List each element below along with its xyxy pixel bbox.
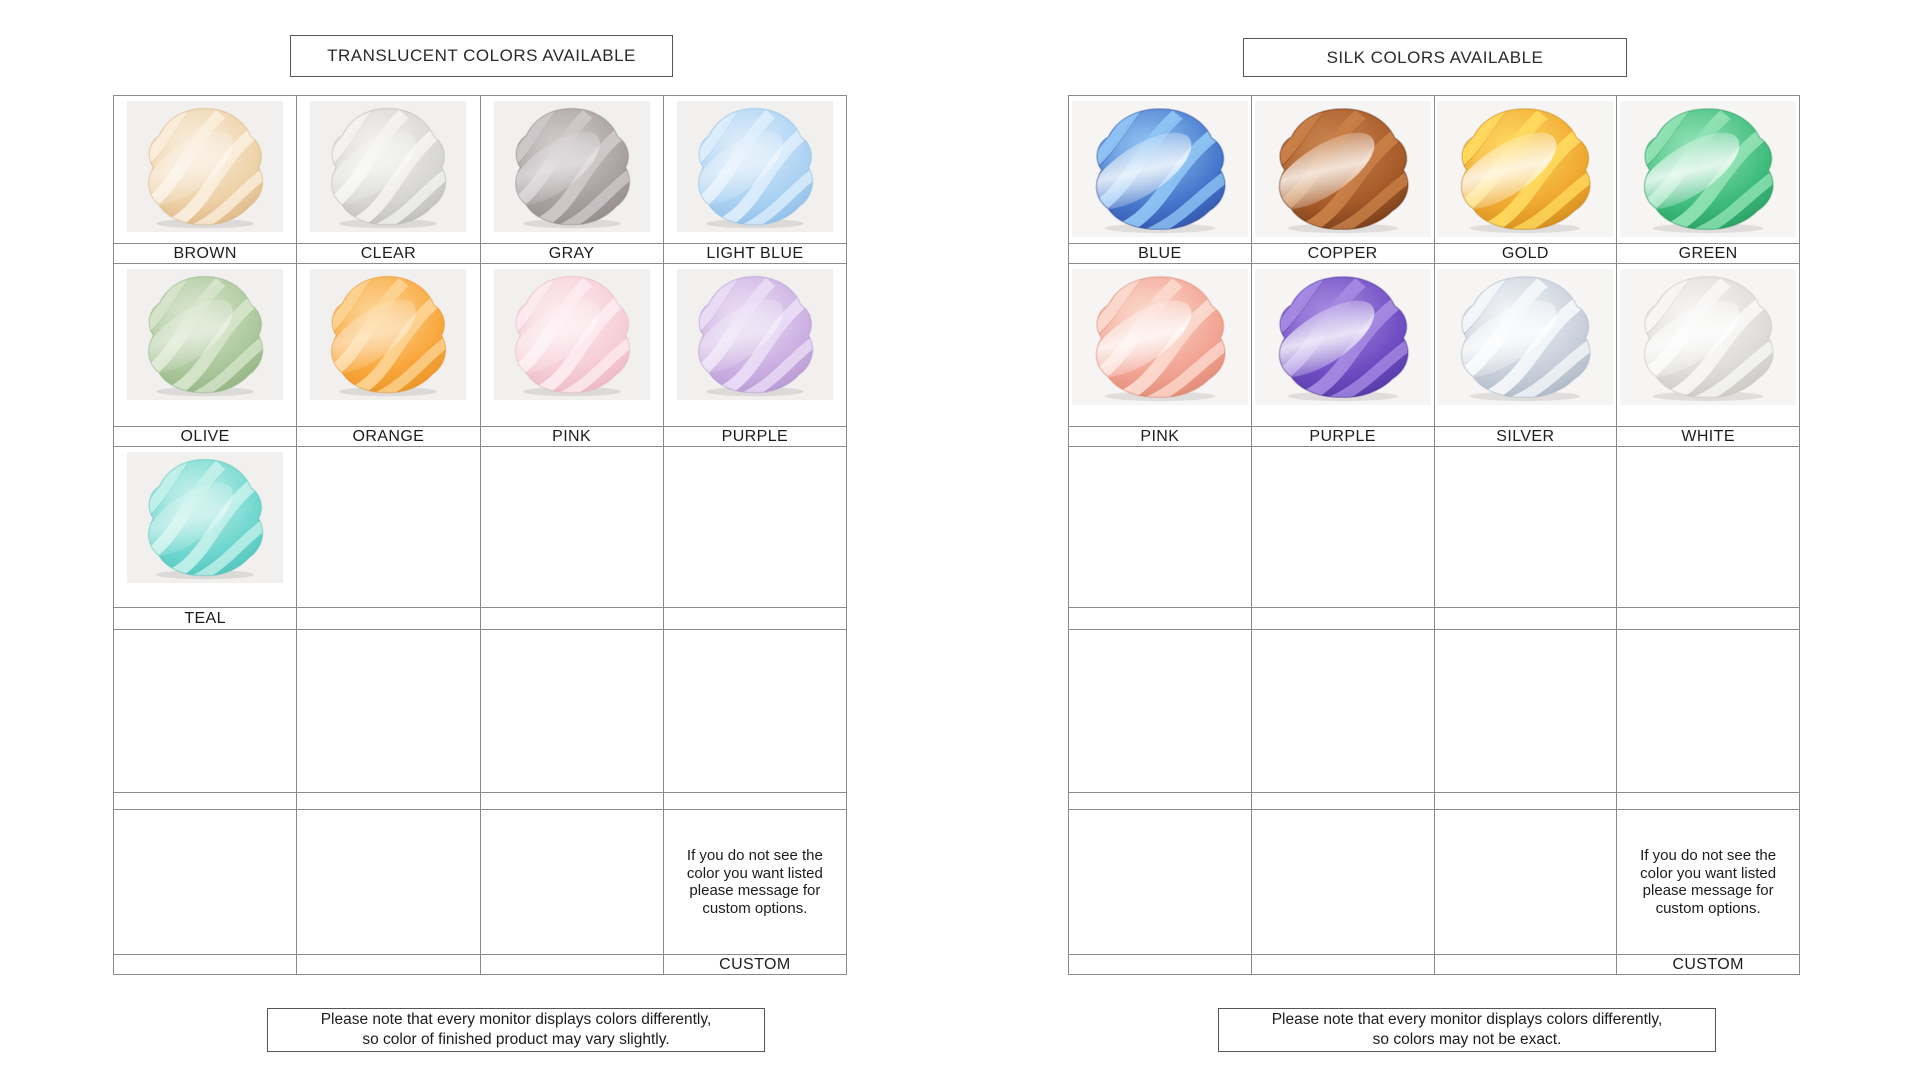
swatch-label-white: WHITE	[1616, 427, 1799, 446]
silk-footer-note	[1218, 1008, 1716, 1052]
swatch-label-teal: TEAL	[184, 609, 226, 627]
empty-label-cell	[1434, 793, 1617, 809]
swatch-cell-green	[1616, 96, 1799, 243]
empty-cell	[1434, 810, 1617, 954]
vase-image-silk-silver	[1437, 269, 1613, 405]
grid-label-row	[1069, 792, 1799, 809]
vase-image-silk-purple	[1255, 269, 1431, 405]
vase-image-silk-copper	[1255, 101, 1431, 237]
empty-cell	[1251, 810, 1434, 954]
empty-cell	[1434, 447, 1617, 607]
grid-image-row	[1069, 96, 1799, 243]
vase-image-silk-gold	[1437, 101, 1613, 237]
swatch-label-olive: OLIVE	[180, 427, 230, 445]
empty-label-cell	[1069, 793, 1251, 809]
empty-label-cell	[1069, 955, 1251, 974]
swatch-label-light-blue: LIGHT BLUE	[663, 244, 846, 263]
grid-image-row	[1069, 629, 1799, 792]
grid-image-row	[1069, 263, 1799, 426]
translucent-title: TRANSLUCENT COLORS AVAILABLE	[290, 35, 673, 77]
empty-label-cell	[1069, 608, 1251, 629]
swatch-label-pink: PINK	[480, 427, 663, 446]
swatch-cell-pink	[1069, 264, 1251, 426]
swatch-label-clear: CLEAR	[296, 244, 479, 263]
swatch-cell-gold	[1434, 96, 1617, 243]
footer-note-line1: Please note that every monitor displays colors differently,	[320, 1011, 712, 1028]
swatch-cell-copper	[1251, 96, 1434, 243]
swatch-label-pink: PINK	[1140, 427, 1180, 445]
empty-label-cell	[1434, 955, 1617, 974]
silk-title: SILK COLORS AVAILABLE	[1243, 38, 1627, 77]
empty-label-cell	[1251, 608, 1434, 629]
swatch-cell-silver	[1434, 264, 1617, 426]
vase-image-silk-pink	[1072, 269, 1248, 405]
empty-label-cell	[1251, 955, 1434, 974]
vase-image-silk-green	[1620, 101, 1796, 237]
empty-cell	[1069, 447, 1251, 607]
vase-image-silk-blue	[1072, 101, 1248, 237]
custom-label: CUSTOM	[663, 955, 846, 974]
swatch-label-gray: GRAY	[480, 244, 663, 263]
empty-cell	[1434, 630, 1617, 792]
swatch-cell-blue	[1069, 96, 1251, 243]
swatch-label-green: GREEN	[1616, 244, 1799, 263]
empty-label-cell	[1616, 793, 1799, 809]
grid-image-row	[1069, 446, 1799, 607]
swatch-label-silver: SILVER	[1434, 427, 1617, 446]
swatch-label-gold: GOLD	[1434, 244, 1617, 263]
swatch-cell-purple	[1251, 264, 1434, 426]
footer-note-line2: so colors may not be exact.	[1372, 1031, 1562, 1048]
empty-cell	[1251, 447, 1434, 607]
custom-label: CUSTOM	[1616, 955, 1799, 974]
silk-color-grid	[1068, 95, 1800, 975]
empty-cell	[1251, 630, 1434, 792]
swatch-cell-white	[1616, 264, 1799, 426]
grid-label-row	[1069, 243, 1799, 263]
grid-label-row	[1069, 954, 1799, 974]
swatch-label-purple: PURPLE	[1251, 427, 1434, 446]
grid-label-row	[1069, 607, 1799, 629]
swatch-label-copper: COPPER	[1251, 244, 1434, 263]
empty-cell	[1069, 630, 1251, 792]
empty-label-cell	[1616, 608, 1799, 629]
empty-label-cell	[1434, 608, 1617, 629]
custom-note-cell	[1616, 810, 1799, 954]
swatch-label-orange: ORANGE	[296, 427, 479, 446]
swatch-label-brown: BROWN	[173, 244, 237, 262]
vase-image-silk-white	[1620, 269, 1796, 405]
grid-label-row	[1069, 426, 1799, 446]
footer-note-line1: Please note that every monitor displays colors differently,	[1271, 1011, 1663, 1028]
empty-cell	[1616, 630, 1799, 792]
swatch-label-blue: BLUE	[1138, 244, 1182, 262]
footer-note-line2: so color of finished product may vary slightly.	[362, 1031, 670, 1048]
swatch-label-purple: PURPLE	[663, 427, 846, 446]
empty-cell	[1616, 447, 1799, 607]
empty-cell	[1069, 810, 1251, 954]
empty-label-cell	[1251, 793, 1434, 809]
grid-image-row	[1069, 809, 1799, 954]
custom-note-text: If you do not see the color you want listed please message for custom options.	[1640, 847, 1777, 917]
custom-note-text: If you do not see the color you want listed please message for custom options.	[686, 847, 823, 917]
